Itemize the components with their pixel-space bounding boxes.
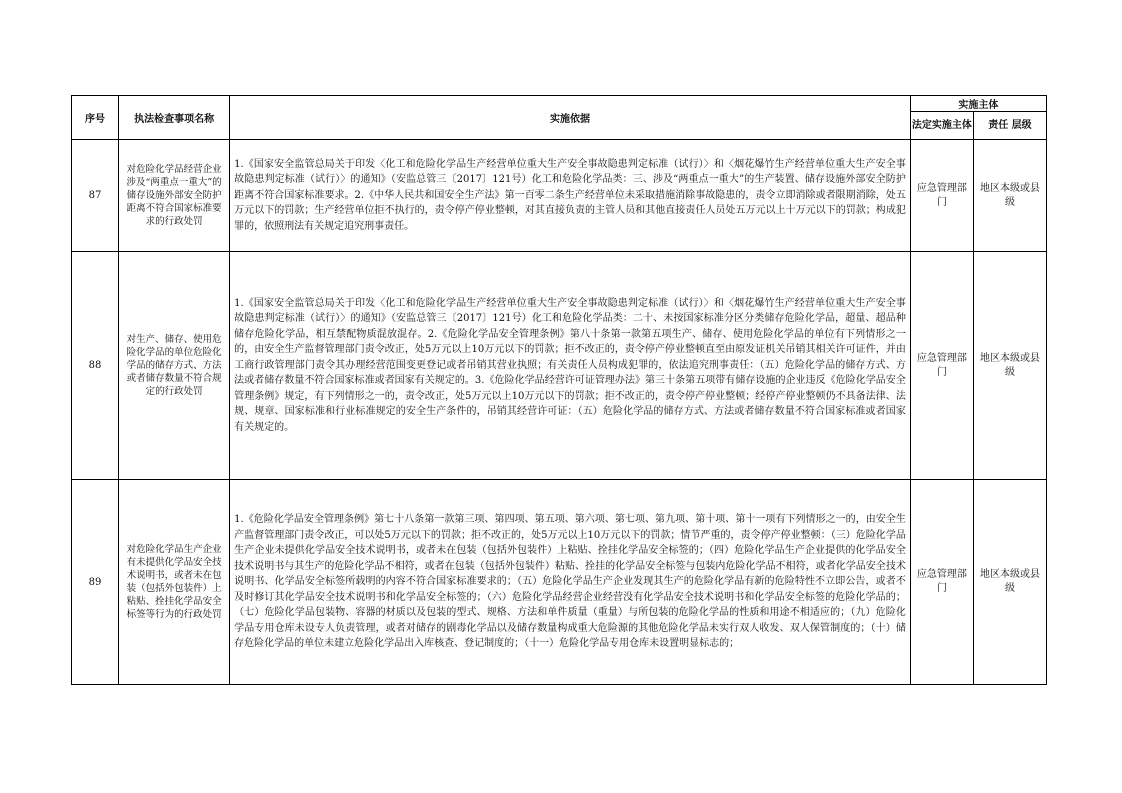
table-row [72,140,1047,252]
table-row [72,252,1047,480]
row-number: 87 [72,140,119,252]
header-name: 执法检查事项名称 [119,96,230,140]
header-basis: 实施依据 [230,96,911,140]
legal-subject: 应急管理部门 [910,480,973,685]
row-number: 88 [72,252,119,480]
header-subject: 实施主体 [910,96,1046,112]
legal-subject: 应急管理部门 [910,252,973,480]
legal-subject: 应急管理部门 [910,140,973,252]
header-level: 责任 层级 [973,112,1046,140]
enforcement-table [71,95,1047,685]
legal-basis: 1.《危险化学品安全管理条例》第七十八条第一款第三项、第四项、第五项、第六项、第七项、第九项、第十项、第十一项有下列情形之一的，由安全生产监督管理部门责令改正，可以处5万元以下的罚款；拒不改正的，处5万元以上10万元以下的罚款；情节严重的，责令停产停业整顿：（三）危险化学品生产企业未提供化学品安全技术说明书，或者未在包装（包括外包装件）上粘贴、拴挂化学品安全标签的；（四）危险化学品生产企业提供的化学品安全技术说明书与其生产的危险化学品不相符，或者在包装（包括外包装件）粘贴、拴挂的化学品安全标签与包装内危险化学品不相符，或者化学品安全技术说明书、化学品安全标签所载明的内容不符合国家标准要求的；（五）危险化学品生产企业发现其生产的危险化学品有新的危险特性不立即公告，或者不及时修订其化学品安全技术说明书和化学品安全标签的；（六）危险化学品经营企业经营没有化学品安全技术说明书和化学品安全标签的危险化学品的；（七）危险化学品包装物、容器的材质以及包装的型式、规格、方法和单件质量（重量）与所包装的危险化学品的性质和用途不相适应的；（九）危险化学品专用仓库未设专人负责管理，或者对储存的剧毒化学品以及储存数量构成重大危险源的其他危险化学品未实行双人收发、双人保管制度的；（十）储存危险化学品的单位未建立危险化学品出入库核查、登记制度的；（十一）危险化学品专用仓库未设置明显标志的； [230,480,911,685]
item-name: 对危险化学品生产企业有未提供化学品安全技术说明书，或者未在包装（包括外包装件）上粘贴、拴挂化学品安全标签等行为的行政处罚 [119,480,230,685]
responsibility-level: 地区本级或县级 [973,480,1046,685]
table-row [72,480,1047,685]
responsibility-level: 地区本级或县级 [973,140,1046,252]
legal-basis: 1.《国家安全监管总局关于印发〈化工和危险化学品生产经营单位重大生产安全事故隐患判定标准（试行）〉和〈烟花爆竹生产经营单位重大生产安全事故隐患判定标准（试行）〉的通知》（安监总管三〔2017〕121号）化工和危险化学品类：三、涉及“两重点一重大”的生产装置、储存设施外部安全防护距离不符合国家标准要求。2.《中华人民共和国安全生产法》第一百零二条生产经营单位未采取措施消除事故隐患的，责令立即消除或者限期消除，处五万元以下的罚款；生产经营单位拒不执行的，责令停产停业整顿，对其直接负责的主管人员和其他直接责任人员处五万元以上十万元以下的罚款；构成犯罪的，依照刑法有关规定追究刑事责任。 [230,140,911,252]
row-number: 89 [72,480,119,685]
item-name: 对危险化学品经营企业涉及“两重点一重大”的储存设施外部安全防护距离不符合国家标准要求的行政处罚 [119,140,230,252]
header-org: 法定实施主体 [910,112,973,140]
header-no: 序号 [72,96,119,140]
responsibility-level: 地区本级或县级 [973,252,1046,480]
item-name: 对生产、储存、使用危险化学品的单位危险化学品的储存方式、方法或者储存数量不符合规定的行政处罚 [119,252,230,480]
legal-basis: 1.《国家安全监管总局关于印发〈化工和危险化学品生产经营单位重大生产安全事故隐患判定标准（试行）〉和〈烟花爆竹生产经营单位重大生产安全事故隐患判定标准（试行）〉的通知》（安监总管三〔2017〕121号）化工和危险化学品类：二十、未按国家标准分区分类储存危险化学品，超量、超品种储存危险化学品，相互禁配物质混放混存。2.《危险化学品安全管理条例》第八十条第一款第五项生产、储存、使用危险化学品的单位有下列情形之一的，由安全生产监督管理部门责令改正，处5万元以上10万元以下的罚款；拒不改正的，责令停产停业整顿直至由原发证机关吊销其相关许可证件，并由工商行政管理部门责令其办理经营范围变更登记或者吊销其营业执照；有关责任人员构成犯罪的，依法追究刑事责任：（五）危险化学品的储存方式、方法或者储存数量不符合国家标准或者国家有关规定的。3.《危险化学品经营许可证管理办法》第三十条第五项带有储存设施的企业违反《危险化学品安全管理条例》规定，有下列情形之一的，责令改正，处5万元以上10万元以下的罚款；拒不改正的，责令停产停业整顿；经停产停业整顿仍不具备法律、法规、规章、国家标准和行业标准规定的安全生产条件的，吊销其经营许可证：（五）危险化学品的储存方式、方法或者储存数量不符合国家标准或者国家有关规定的。 [230,252,911,480]
